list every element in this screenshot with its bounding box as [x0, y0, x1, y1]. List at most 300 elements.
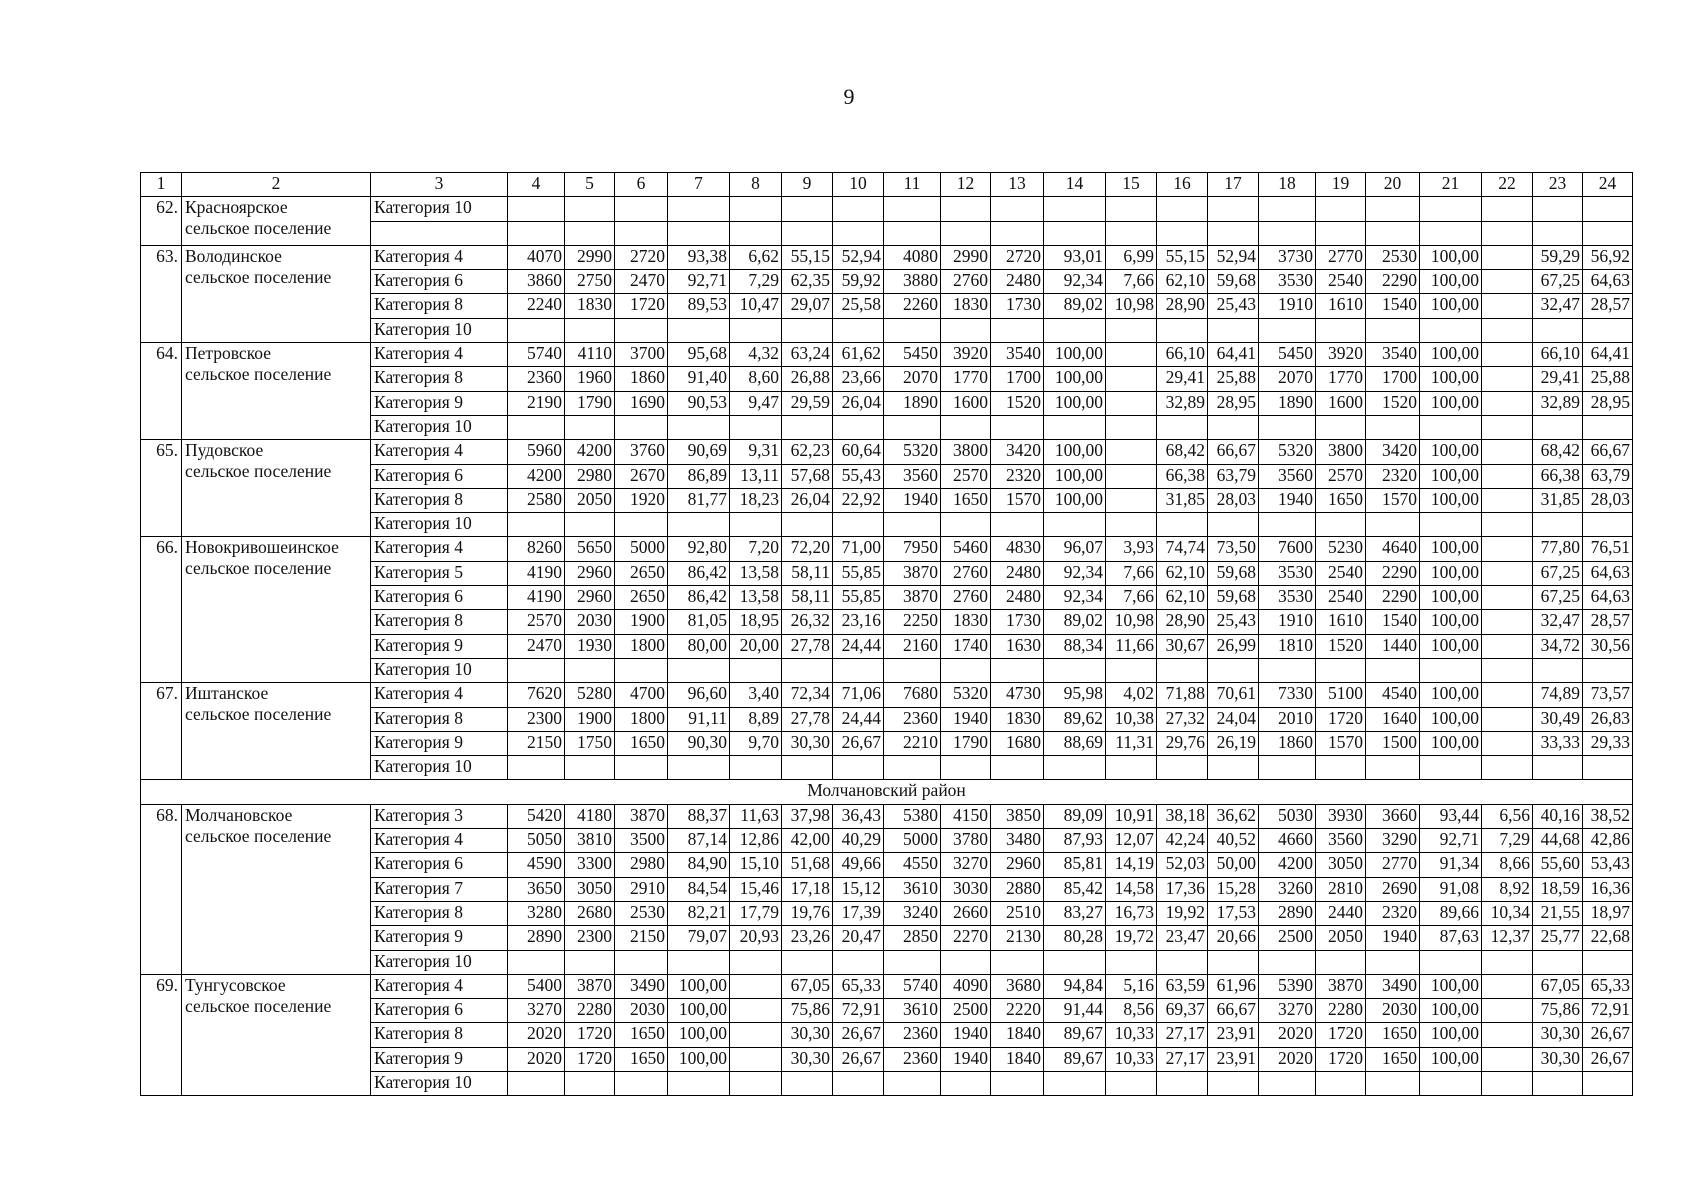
value-cell	[668, 415, 730, 439]
value-cell	[1482, 537, 1533, 561]
value-cell: 87,93	[1044, 829, 1106, 853]
value-cell	[1157, 950, 1208, 974]
district-cell: Молчановский район	[141, 780, 1633, 804]
value-cell	[884, 756, 941, 780]
settlement-number: 66.	[141, 537, 182, 683]
value-cell: 92,34	[1044, 561, 1106, 585]
value-cell: 3530	[1259, 270, 1316, 294]
value-cell: 92,71	[1420, 829, 1482, 853]
value-cell: 93,44	[1420, 804, 1482, 828]
value-cell	[1533, 318, 1583, 342]
value-cell: 2020	[1259, 1047, 1316, 1071]
value-cell	[991, 513, 1044, 537]
value-cell: 1730	[991, 610, 1044, 634]
value-cell	[1044, 658, 1106, 682]
value-cell: 1700	[991, 367, 1044, 391]
value-cell: 26,67	[1583, 1047, 1633, 1071]
value-cell: 4590	[508, 853, 565, 877]
value-cell	[1533, 1071, 1583, 1095]
value-cell	[1482, 488, 1533, 512]
value-cell	[941, 221, 991, 245]
value-cell: 100,00	[1044, 440, 1106, 464]
value-cell	[565, 318, 615, 342]
value-cell: 2150	[508, 731, 565, 755]
value-cell: 66,38	[1533, 464, 1583, 488]
settlement-name-line: Пудовское	[185, 440, 264, 461]
value-cell	[1259, 950, 1316, 974]
value-cell: 100,00	[1420, 731, 1482, 755]
value-cell: 1600	[941, 391, 991, 415]
value-cell	[615, 658, 668, 682]
value-cell: 75,86	[782, 999, 833, 1023]
value-cell	[884, 318, 941, 342]
value-cell	[1106, 658, 1157, 682]
value-cell: 26,19	[1208, 731, 1259, 755]
value-cell: 28,90	[1157, 294, 1208, 318]
value-cell: 30,30	[782, 1023, 833, 1047]
value-cell: 1600	[1316, 391, 1366, 415]
value-cell	[1482, 756, 1533, 780]
settlement-number: 62.	[141, 197, 182, 246]
value-cell: 4830	[991, 537, 1044, 561]
value-cell: 23,16	[833, 610, 884, 634]
settlement-name-line: Новокривошеинское	[185, 537, 339, 558]
header-cell: 12	[941, 173, 991, 197]
value-cell: 3500	[615, 829, 668, 853]
value-cell	[1044, 513, 1106, 537]
value-cell: 16,36	[1583, 877, 1633, 901]
value-cell	[1420, 658, 1482, 682]
value-cell	[1106, 343, 1157, 367]
value-cell: 1700	[1366, 367, 1420, 391]
value-cell: 30,67	[1157, 634, 1208, 658]
value-cell: 1650	[1366, 1047, 1420, 1071]
value-cell: 2010	[1259, 707, 1316, 731]
value-cell	[565, 950, 615, 974]
value-cell: 5000	[615, 537, 668, 561]
value-cell: 2070	[1259, 367, 1316, 391]
value-cell: 13,11	[730, 464, 782, 488]
header-cell: 24	[1583, 173, 1633, 197]
value-cell: 96,07	[1044, 537, 1106, 561]
value-cell	[1316, 513, 1366, 537]
value-cell: 3870	[884, 586, 941, 610]
value-cell: 2150	[615, 926, 668, 950]
value-cell	[1044, 221, 1106, 245]
value-cell: 2260	[884, 294, 941, 318]
value-cell	[730, 1023, 782, 1047]
value-cell: 7,20	[730, 537, 782, 561]
value-cell	[1106, 464, 1157, 488]
value-cell	[941, 318, 991, 342]
value-cell: 63,79	[1583, 464, 1633, 488]
value-cell: 65,33	[1583, 974, 1633, 998]
value-cell	[1482, 658, 1533, 682]
value-cell	[508, 658, 565, 682]
value-cell: 3560	[884, 464, 941, 488]
value-cell	[668, 658, 730, 682]
value-cell: 8,92	[1482, 877, 1533, 901]
value-cell	[884, 1071, 941, 1095]
value-cell: 26,32	[782, 610, 833, 634]
value-cell	[1316, 756, 1366, 780]
value-cell: 100,00	[1420, 537, 1482, 561]
value-cell: 92,34	[1044, 270, 1106, 294]
value-cell: 42,00	[782, 829, 833, 853]
value-cell: 4070	[508, 245, 565, 269]
value-cell: 10,98	[1106, 294, 1157, 318]
value-cell	[1259, 513, 1316, 537]
value-cell	[1420, 513, 1482, 537]
value-cell: 3280	[508, 901, 565, 925]
value-cell: 17,79	[730, 901, 782, 925]
value-cell: 23,91	[1208, 1047, 1259, 1071]
value-cell	[508, 197, 565, 221]
value-cell	[1106, 950, 1157, 974]
category-cell: Категория 10	[371, 197, 508, 221]
value-cell: 2190	[508, 391, 565, 415]
value-cell: 1540	[1366, 610, 1420, 634]
category-cell: Категория 10	[371, 1071, 508, 1095]
value-cell	[565, 221, 615, 245]
value-cell: 52,94	[1208, 245, 1259, 269]
category-cell: Категория 8	[371, 294, 508, 318]
value-cell: 2580	[508, 488, 565, 512]
value-cell: 3050	[565, 877, 615, 901]
value-cell: 95,68	[668, 343, 730, 367]
value-cell: 9,47	[730, 391, 782, 415]
value-cell	[884, 950, 941, 974]
value-cell: 2570	[508, 610, 565, 634]
value-cell: 3650	[508, 877, 565, 901]
value-cell: 1630	[991, 634, 1044, 658]
value-cell: 18,97	[1583, 901, 1633, 925]
value-cell: 1520	[1316, 634, 1366, 658]
value-cell	[1482, 513, 1533, 537]
value-cell	[1482, 974, 1533, 998]
value-cell: 71,00	[833, 537, 884, 561]
value-cell	[1482, 245, 1533, 269]
header-cell: 9	[782, 173, 833, 197]
value-cell: 38,52	[1583, 804, 1633, 828]
header-cell: 1	[141, 173, 182, 197]
value-cell: 28,03	[1583, 488, 1633, 512]
value-cell: 89,67	[1044, 1047, 1106, 1071]
value-cell: 11,66	[1106, 634, 1157, 658]
value-cell: 62,35	[782, 270, 833, 294]
value-cell: 2500	[1259, 926, 1316, 950]
settlement-name-line: сельское поселение	[185, 825, 332, 846]
value-cell: 66,67	[1208, 440, 1259, 464]
value-cell: 26,83	[1583, 707, 1633, 731]
category-cell	[371, 221, 508, 245]
value-cell: 1800	[615, 707, 668, 731]
value-cell	[1106, 197, 1157, 221]
value-cell: 5380	[884, 804, 941, 828]
value-cell: 59,92	[833, 270, 884, 294]
value-cell: 1650	[615, 731, 668, 755]
value-cell: 4110	[565, 343, 615, 367]
value-cell	[941, 1071, 991, 1095]
value-cell: 80,00	[668, 634, 730, 658]
value-cell: 2810	[1316, 877, 1366, 901]
header-cell: 3	[371, 173, 508, 197]
value-cell	[1106, 1071, 1157, 1095]
value-cell: 73,57	[1583, 683, 1633, 707]
value-cell: 1830	[991, 707, 1044, 731]
value-cell	[1157, 197, 1208, 221]
value-cell: 5390	[1259, 974, 1316, 998]
value-cell	[1106, 367, 1157, 391]
value-cell: 67,25	[1533, 586, 1583, 610]
settlement-name	[182, 974, 371, 1095]
value-cell: 91,44	[1044, 999, 1106, 1023]
district-row	[141, 780, 1633, 804]
value-cell: 64,41	[1208, 343, 1259, 367]
data-table	[140, 172, 1633, 1096]
value-cell: 2670	[615, 464, 668, 488]
value-cell: 1650	[1316, 488, 1366, 512]
value-cell: 9,31	[730, 440, 782, 464]
value-cell: 2880	[991, 877, 1044, 901]
value-cell: 1940	[941, 1023, 991, 1047]
value-cell: 2250	[884, 610, 941, 634]
value-cell: 5420	[508, 804, 565, 828]
value-cell: 7600	[1259, 537, 1316, 561]
header-cell: 20	[1366, 173, 1420, 197]
value-cell: 1730	[991, 294, 1044, 318]
value-cell: 62,10	[1157, 270, 1208, 294]
value-cell: 83,27	[1044, 901, 1106, 925]
value-cell: 6,99	[1106, 245, 1157, 269]
value-cell	[1482, 294, 1533, 318]
value-cell: 5100	[1316, 683, 1366, 707]
value-cell: 7,66	[1106, 586, 1157, 610]
value-cell	[991, 950, 1044, 974]
value-cell: 2030	[615, 999, 668, 1023]
value-cell	[1316, 415, 1366, 439]
value-cell: 3540	[991, 343, 1044, 367]
value-cell: 1720	[1316, 1047, 1366, 1071]
value-cell: 66,38	[1157, 464, 1208, 488]
value-cell	[833, 756, 884, 780]
value-cell: 1650	[941, 488, 991, 512]
value-cell: 2320	[1366, 901, 1420, 925]
value-cell	[730, 513, 782, 537]
value-cell	[1208, 950, 1259, 974]
value-cell: 82,21	[668, 901, 730, 925]
category-cell: Категория 8	[371, 610, 508, 634]
value-cell	[1482, 221, 1533, 245]
settlement-number: 64.	[141, 343, 182, 440]
value-cell: 2650	[615, 561, 668, 585]
value-cell	[782, 197, 833, 221]
value-cell: 59,68	[1208, 561, 1259, 585]
value-cell: 25,43	[1208, 610, 1259, 634]
value-cell: 5650	[565, 537, 615, 561]
value-cell: 26,04	[782, 488, 833, 512]
value-cell: 26,99	[1208, 634, 1259, 658]
value-cell: 34,72	[1533, 634, 1583, 658]
value-cell: 25,88	[1583, 367, 1633, 391]
value-cell: 29,33	[1583, 731, 1633, 755]
value-cell	[1533, 756, 1583, 780]
value-cell: 77,80	[1533, 537, 1583, 561]
value-cell	[1044, 756, 1106, 780]
value-cell: 2760	[941, 586, 991, 610]
value-cell: 24,04	[1208, 707, 1259, 731]
value-cell: 1940	[1366, 926, 1420, 950]
value-cell: 1940	[941, 1047, 991, 1071]
category-cell: Категория 10	[371, 415, 508, 439]
value-cell	[782, 415, 833, 439]
value-cell: 37,98	[782, 804, 833, 828]
value-cell: 3870	[615, 804, 668, 828]
value-cell: 72,20	[782, 537, 833, 561]
table-row	[141, 804, 1633, 828]
value-cell: 27,78	[782, 707, 833, 731]
value-cell	[1259, 1071, 1316, 1095]
value-cell: 3800	[941, 440, 991, 464]
value-cell: 20,66	[1208, 926, 1259, 950]
value-cell: 14,58	[1106, 877, 1157, 901]
value-cell: 26,67	[833, 1047, 884, 1071]
category-cell: Категория 9	[371, 391, 508, 415]
value-cell: 2050	[565, 488, 615, 512]
value-cell: 61,96	[1208, 974, 1259, 998]
value-cell: 2360	[884, 707, 941, 731]
table-row	[141, 245, 1633, 269]
value-cell: 27,17	[1157, 1047, 1208, 1071]
value-cell: 2750	[565, 270, 615, 294]
value-cell: 40,52	[1208, 829, 1259, 853]
value-cell: 40,29	[833, 829, 884, 853]
header-cell: 19	[1316, 173, 1366, 197]
value-cell	[1420, 221, 1482, 245]
value-cell: 89,09	[1044, 804, 1106, 828]
value-cell	[1482, 683, 1533, 707]
value-cell: 29,41	[1533, 367, 1583, 391]
value-cell: 1890	[884, 391, 941, 415]
value-cell	[833, 197, 884, 221]
value-cell: 3920	[1316, 343, 1366, 367]
value-cell: 100,00	[1044, 391, 1106, 415]
header-cell: 10	[833, 173, 884, 197]
value-cell	[991, 318, 1044, 342]
value-cell: 90,69	[668, 440, 730, 464]
value-cell: 10,91	[1106, 804, 1157, 828]
value-cell: 3780	[941, 829, 991, 853]
value-cell: 62,23	[782, 440, 833, 464]
header-row	[141, 173, 1633, 197]
value-cell	[1583, 658, 1633, 682]
value-cell: 53,43	[1583, 853, 1633, 877]
value-cell	[1420, 950, 1482, 974]
value-cell: 4200	[508, 464, 565, 488]
value-cell	[1259, 318, 1316, 342]
value-cell: 89,02	[1044, 294, 1106, 318]
value-cell: 42,24	[1157, 829, 1208, 853]
value-cell	[730, 950, 782, 974]
value-cell	[1583, 756, 1633, 780]
page-number: 9	[843, 84, 855, 109]
value-cell: 7,29	[730, 270, 782, 294]
value-cell: 1610	[1316, 610, 1366, 634]
value-cell: 68,42	[1157, 440, 1208, 464]
value-cell	[1316, 221, 1366, 245]
value-cell	[565, 756, 615, 780]
value-cell: 30,56	[1583, 634, 1633, 658]
value-cell: 2720	[991, 245, 1044, 269]
header-cell: 4	[508, 173, 565, 197]
value-cell: 2030	[1366, 999, 1420, 1023]
value-cell: 3860	[508, 270, 565, 294]
value-cell: 2960	[565, 561, 615, 585]
value-cell	[1482, 343, 1533, 367]
value-cell: 93,38	[668, 245, 730, 269]
value-cell	[1482, 561, 1533, 585]
value-cell	[941, 658, 991, 682]
value-cell: 4150	[941, 804, 991, 828]
value-cell: 28,90	[1157, 610, 1208, 634]
category-cell: Категория 4	[371, 440, 508, 464]
value-cell	[782, 513, 833, 537]
value-cell	[833, 950, 884, 974]
value-cell	[1482, 440, 1533, 464]
value-cell: 2720	[615, 245, 668, 269]
settlement-name	[182, 197, 371, 246]
value-cell: 36,43	[833, 804, 884, 828]
value-cell: 3540	[1366, 343, 1420, 367]
value-cell: 3700	[615, 343, 668, 367]
value-cell: 1790	[941, 731, 991, 755]
header-cell: 14	[1044, 173, 1106, 197]
value-cell: 60,64	[833, 440, 884, 464]
value-cell: 23,26	[782, 926, 833, 950]
category-cell: Категория 4	[371, 683, 508, 707]
value-cell: 2990	[565, 245, 615, 269]
value-cell: 3420	[991, 440, 1044, 464]
value-cell: 5320	[884, 440, 941, 464]
value-cell	[668, 756, 730, 780]
value-cell	[1259, 658, 1316, 682]
value-cell	[941, 513, 991, 537]
value-cell	[615, 318, 668, 342]
value-cell: 2500	[941, 999, 991, 1023]
settlement-name-line: сельское поселение	[185, 364, 332, 385]
value-cell: 3800	[1316, 440, 1366, 464]
value-cell: 1830	[565, 294, 615, 318]
value-cell	[884, 658, 941, 682]
category-cell: Категория 3	[371, 804, 508, 828]
value-cell: 13,58	[730, 561, 782, 585]
value-cell	[782, 221, 833, 245]
value-cell: 2290	[1366, 270, 1420, 294]
value-cell	[730, 221, 782, 245]
value-cell: 4730	[991, 683, 1044, 707]
value-cell: 2570	[1316, 464, 1366, 488]
value-cell: 23,66	[833, 367, 884, 391]
value-cell: 2300	[508, 707, 565, 731]
value-cell: 2760	[941, 561, 991, 585]
value-cell	[1533, 950, 1583, 974]
value-cell	[1366, 318, 1420, 342]
value-cell	[730, 1047, 782, 1071]
value-cell: 1610	[1316, 294, 1366, 318]
value-cell	[1420, 318, 1482, 342]
value-cell: 3530	[1259, 586, 1316, 610]
value-cell	[1044, 197, 1106, 221]
